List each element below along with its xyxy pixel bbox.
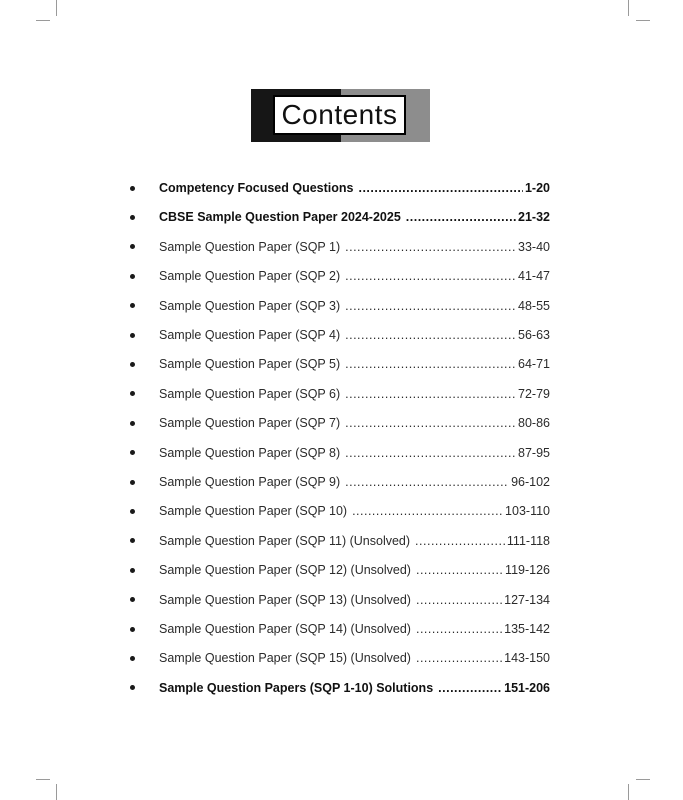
toc-entry-title: Sample Question Paper (SQP 11) (Unsolved) [159,533,411,548]
toc-entry-text [159,181,550,195]
crop-mark-bottom-right-h [636,779,650,780]
toc-entry-pages: 21-32 [518,210,550,225]
toc-entry-title: Sample Question Papers (SQP 1-10) Solutions [159,680,434,695]
toc-entry[interactable] [130,382,550,406]
bullet-icon [130,391,135,396]
bullet-icon [130,244,135,249]
toc-entry-pages: 87-95 [518,445,550,460]
dot-leader [416,563,503,577]
toc-entry-text [159,240,550,254]
toc-entry-text [159,681,550,695]
toc-entry-pages: 48-55 [518,298,550,313]
dot-leader [345,416,516,430]
toc-entry-text [159,299,550,313]
toc-entry-pages: 72-79 [518,386,550,401]
toc-entry-text [159,357,550,371]
toc-entry-pages: 33-40 [518,239,550,254]
dot-leader [415,534,505,548]
bullet-icon [130,597,135,602]
bullet-icon [130,568,135,573]
dot-leader [345,269,516,283]
crop-mark-top-right [628,0,629,16]
dot-leader [345,240,516,254]
bullet-icon [130,362,135,367]
toc-entry[interactable] [130,470,550,494]
toc-entry-text [159,563,550,577]
bullet-icon [130,480,135,485]
toc-entry[interactable] [130,617,550,641]
bullet-icon [130,303,135,308]
dot-leader [416,622,502,636]
toc-entry[interactable] [130,499,550,523]
toc-entry-title: Sample Question Paper (SQP 5) [159,357,341,372]
toc-entry-pages: 64-71 [518,357,550,372]
toc-entry-title: Sample Question Paper (SQP 2) [159,269,341,284]
dot-leader [345,299,516,313]
crop-mark-top-left-h [36,20,50,21]
toc-entry-title: Sample Question Paper (SQP 6) [159,386,341,401]
toc-entry-text [159,416,550,430]
dot-leader [345,446,516,460]
dot-leader [345,328,516,342]
toc-entry[interactable] [130,558,550,582]
toc-entry[interactable] [130,352,550,376]
toc-entry-title: Sample Question Paper (SQP 15) (Unsolved) [159,651,411,666]
contents-title-box [273,95,406,135]
toc-entry-text [159,622,550,636]
toc-entry-title: CBSE Sample Question Paper 2024-2025 [159,210,401,225]
bullet-icon [130,215,135,220]
toc-entry-pages: 111-118 [506,533,550,548]
dot-leader [345,475,509,489]
toc-entry-text [159,534,550,548]
toc-entry-title: Sample Question Paper (SQP 12) (Unsolved) [159,563,411,578]
bullet-icon [130,656,135,661]
crop-mark-bottom-left-h [36,779,50,780]
toc-entry[interactable] [130,235,550,259]
toc-entry-pages: 143-150 [504,651,550,666]
dot-leader [416,651,502,665]
toc-entry[interactable] [130,264,550,288]
toc-entry[interactable] [130,646,550,670]
toc-entry-title: Sample Question Paper (SQP 9) [159,475,341,489]
bullet-icon [130,509,135,514]
toc-entry-pages: 80-86 [518,416,550,431]
toc-entry-text [159,446,550,460]
dot-leader [358,181,522,195]
toc-entry[interactable] [130,411,550,435]
toc-entry[interactable] [130,441,550,465]
toc-entry-pages: 96-102 [511,475,550,489]
toc-entry-text [159,651,550,665]
toc-entry-title: Sample Question Paper (SQP 8) [159,445,341,460]
toc-entry[interactable] [130,529,550,553]
toc-entry-title: Sample Question Paper (SQP 10) [159,504,348,519]
dot-leader [345,357,516,371]
toc-entry-pages: 119-126 [505,563,550,578]
bullet-icon [130,450,135,455]
toc-entry-pages: 56-63 [518,328,550,342]
bullet-icon [130,627,135,632]
bullet-icon [130,186,135,191]
bullet-icon [130,685,135,690]
toc-entry-pages: 127-134 [504,592,550,607]
toc-entry-title: Sample Question Paper (SQP 3) [159,298,341,313]
toc-entry-pages: 103-110 [505,504,550,519]
toc-entry-pages: 135-142 [504,622,550,636]
toc-entry-title: Sample Question Paper (SQP 7) [159,416,341,431]
toc-entry[interactable] [130,676,550,700]
toc-entry-title: Sample Question Paper (SQP 13) (Unsolved) [159,592,411,607]
toc-entry-text [159,475,550,489]
toc-entry-text [159,328,550,342]
toc-entry[interactable] [130,205,550,229]
bullet-icon [130,274,135,279]
toc-entry-pages: 41-47 [518,269,550,284]
toc-entry-text [159,593,550,607]
toc-entry-text [159,504,550,518]
crop-mark-top-left [56,0,57,16]
toc-entry[interactable] [130,323,550,347]
bullet-icon [130,421,135,426]
toc-entry[interactable] [130,588,550,612]
toc-entry-pages: 1-20 [524,181,550,195]
toc-entry-title: Sample Question Paper (SQP 1) [159,239,341,254]
crop-mark-bottom-left [56,784,57,800]
toc-entry-text [159,269,550,283]
dot-leader [438,681,502,695]
bullet-icon [130,333,135,338]
page-title: Contents [281,99,398,130]
contents-banner [251,89,430,142]
dot-leader [406,210,516,224]
crop-mark-bottom-right [628,784,629,800]
dot-leader [416,593,502,607]
toc-entry-title: Sample Question Paper (SQP 14) (Unsolved) [159,622,411,636]
toc-entry[interactable] [130,176,550,200]
crop-mark-top-right-h [636,20,650,21]
toc-entry-text [159,387,550,401]
toc-entry-title: Competency Focused Questions [159,181,354,195]
toc-entry-text [159,210,550,224]
toc-entry-pages: 151-206 [504,680,550,695]
toc-entry-title: Sample Question Paper (SQP 4) [159,328,341,342]
bullet-icon [130,538,135,543]
dot-leader [345,387,516,401]
dot-leader [352,504,503,518]
toc-entry[interactable] [130,294,550,318]
